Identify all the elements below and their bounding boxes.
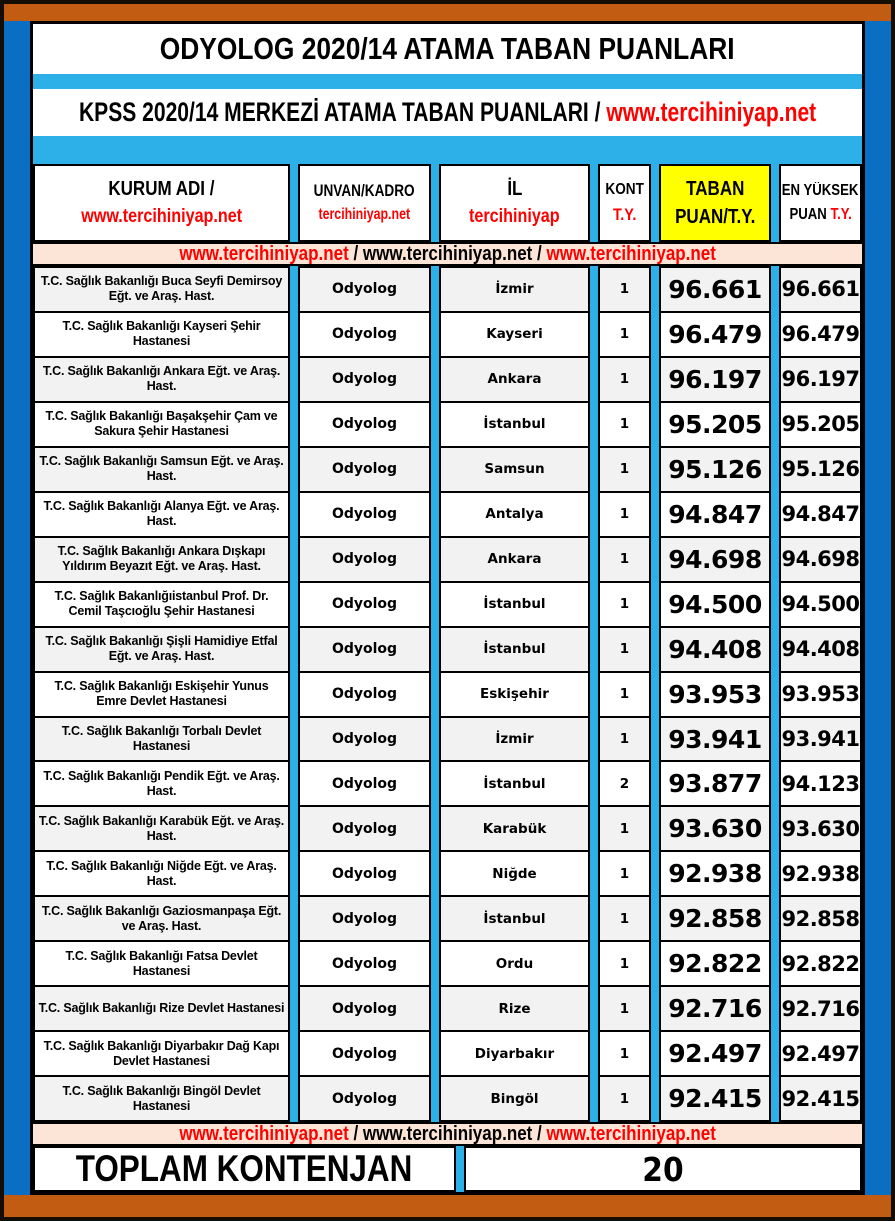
cell-kurum: T.C. Sağlık Bakanlığıistanbul Prof. Dr. Cemil Taşcıoğlu Şehir Hastanesi (35, 581, 288, 626)
cell-kurum: T.C. Sağlık Bakanlığı Niğde Eğt. ve Araş. Hast. (35, 850, 288, 895)
header-il (439, 164, 590, 242)
cell-unvan: Odyolog (300, 356, 429, 401)
cell-yuksek: 95.126 (781, 446, 860, 491)
cell-il: Samsun (441, 446, 588, 491)
header-kurum-url: www.tercihiniyap.net (81, 206, 242, 228)
cell-kont: 1 (600, 626, 649, 671)
cell-kurum: T.C. Sağlık Bakanlığı Gaziosmanpaşa Eğt. ve Araş. Hast. (35, 895, 288, 940)
cell-taban: 92.716 (661, 985, 769, 1030)
cell-il: İzmir (441, 716, 588, 761)
table-sheet (30, 21, 865, 1195)
cell-unvan: Odyolog (300, 1075, 429, 1120)
cell-il: Bingöl (441, 1075, 588, 1120)
subtitle-bar (33, 89, 862, 136)
cyan-divider-top (33, 74, 862, 89)
cell-unvan: Odyolog (300, 401, 429, 446)
cell-kont: 1 (600, 895, 649, 940)
cell-il: İstanbul (441, 760, 588, 805)
cell-yuksek: 94.408 (781, 626, 860, 671)
header-en-yuksek (779, 164, 862, 242)
banner-url-1: www.tercihiniyap.net (179, 243, 349, 265)
cell-taban: 92.858 (661, 895, 769, 940)
cell-yuksek: 93.630 (781, 805, 860, 850)
cell-unvan: Odyolog (300, 536, 429, 581)
cell-taban: 95.126 (661, 446, 769, 491)
cell-yuksek: 95.205 (781, 401, 860, 446)
cell-yuksek: 92.415 (781, 1075, 860, 1120)
banner-sep-1: / (348, 243, 363, 265)
cell-il: Rize (441, 985, 588, 1030)
cell-yuksek: 92.822 (781, 940, 860, 985)
header-kurum-adi (33, 164, 290, 242)
cell-kurum: T.C. Sağlık Bakanlığı Ankara Dışkapı Yıldırım Beyazıt Eğt. ve Araş. Hast. (35, 536, 288, 581)
column-taban (659, 266, 771, 1122)
cell-unvan: Odyolog (300, 671, 429, 716)
header-kont (598, 164, 651, 242)
banner-sep-2: / (532, 1123, 547, 1145)
cell-kurum: T.C. Sağlık Bakanlığı Rize Devlet Hastanesi (35, 985, 288, 1030)
column-yuksek (779, 266, 862, 1122)
header-yuksek-top: EN YÜKSEK (782, 182, 859, 200)
total-value: 20 (642, 1149, 684, 1189)
header-yuksek-puan: PUAN (789, 205, 831, 223)
cell-kurum: T.C. Sağlık Bakanlığı Pendik Eğt. ve Araş. Hast. (35, 760, 288, 805)
banner-url-1: www.tercihiniyap.net (179, 1123, 349, 1145)
banner-url-2: www.tercihiniyap.net (362, 1123, 533, 1145)
cell-taban: 93.877 (661, 760, 769, 805)
header-unvan-kadro (298, 164, 431, 242)
cell-kont: 1 (600, 268, 649, 311)
header-unvan-top: UNVAN/KADRO (314, 181, 415, 201)
cell-taban: 94.698 (661, 536, 769, 581)
cell-taban: 92.415 (661, 1075, 769, 1120)
header-kont-top: KONT (605, 181, 644, 199)
cell-taban: 93.630 (661, 805, 769, 850)
cell-unvan: Odyolog (300, 446, 429, 491)
column-il (439, 266, 590, 1122)
cell-yuksek: 92.716 (781, 985, 860, 1030)
cell-yuksek: 93.953 (781, 671, 860, 716)
cell-kont: 1 (600, 1075, 649, 1120)
cell-kont: 1 (600, 940, 649, 985)
cell-kurum: T.C. Sağlık Bakanlığı Torbalı Devlet Hastanesi (35, 716, 288, 761)
title-bar (33, 24, 862, 74)
cell-il: İzmir (441, 268, 588, 311)
subtitle-text: KPSS 2020/14 MERKEZİ ATAMA TABAN PUANLARI / (78, 97, 607, 127)
column-kont (598, 266, 651, 1122)
cell-kurum: T.C. Sağlık Bakanlığı Başakşehir Çam ve Sakura Şehir Hastanesi (35, 401, 288, 446)
header-unvan-url: tercihiniyap.net (318, 206, 411, 224)
cell-kont: 1 (600, 491, 649, 536)
cell-taban: 96.479 (661, 311, 769, 356)
banner-url-2: www.tercihiniyap.net (362, 243, 533, 265)
cell-il: Kayseri (441, 311, 588, 356)
cell-unvan: Odyolog (300, 311, 429, 356)
cell-taban: 95.205 (661, 401, 769, 446)
url-banner-top-text (179, 244, 716, 264)
header-taban-puan (659, 164, 771, 242)
cell-taban: 93.953 (661, 671, 769, 716)
cell-unvan: Odyolog (300, 716, 429, 761)
cell-taban: 92.938 (661, 850, 769, 895)
cell-kont: 2 (600, 760, 649, 805)
cell-kont: 1 (600, 805, 649, 850)
banner-sep-2: / (532, 243, 547, 265)
cell-il: İstanbul (441, 581, 588, 626)
cell-kont: 1 (600, 401, 649, 446)
cell-taban: 94.847 (661, 491, 769, 536)
cell-taban: 96.661 (661, 268, 769, 311)
header-kurum-top: KURUM ADI / (108, 178, 215, 201)
header-kont-ty: T.Y. (612, 204, 637, 224)
cell-il: Ankara (441, 356, 588, 401)
table-zone (33, 151, 862, 1192)
cell-yuksek: 96.197 (781, 356, 860, 401)
cell-kont: 1 (600, 985, 649, 1030)
cell-unvan: Odyolog (300, 1030, 429, 1075)
cell-yuksek: 93.941 (781, 716, 860, 761)
cell-kont: 1 (600, 356, 649, 401)
cell-yuksek: 92.938 (781, 850, 860, 895)
total-label-cell (33, 1146, 456, 1192)
cell-kurum: T.C. Sağlık Bakanlığı Eskişehir Yunus Emre Devlet Hastanesi (35, 671, 288, 716)
cell-unvan: Odyolog (300, 985, 429, 1030)
cell-taban: 94.500 (661, 581, 769, 626)
cell-yuksek: 96.479 (781, 311, 860, 356)
cyan-divider-mid (33, 136, 862, 151)
header-taban-top: TABAN (685, 177, 745, 200)
cell-kurum: T.C. Sağlık Bakanlığı Diyarbakır Dağ Kapı Devlet Hastanesi (35, 1030, 288, 1075)
cell-kurum: T.C. Sağlık Bakanlığı Alanya Eğt. ve Araş. Hast. (35, 491, 288, 536)
cell-unvan: Odyolog (300, 760, 429, 805)
cell-unvan: Odyolog (300, 850, 429, 895)
left-blue-border (4, 21, 30, 1195)
cell-taban: 93.941 (661, 716, 769, 761)
cell-il: İstanbul (441, 895, 588, 940)
cell-yuksek: 94.847 (781, 491, 860, 536)
cell-kurum: T.C. Sağlık Bakanlığı Kayseri Şehir Hastanesi (35, 311, 288, 356)
url-banner-bottom (33, 1122, 862, 1146)
column-unvan (298, 266, 431, 1122)
header-il-url: tercihiniyap (469, 206, 560, 228)
cell-kont: 1 (600, 1030, 649, 1075)
bottom-orange-bar (4, 1195, 891, 1217)
cell-taban: 92.497 (661, 1030, 769, 1075)
cell-il: Diyarbakır (441, 1030, 588, 1075)
cell-taban: 96.197 (661, 356, 769, 401)
column-kurum (33, 266, 290, 1122)
cell-il: Ordu (441, 940, 588, 985)
cell-il: İstanbul (441, 626, 588, 671)
cell-yuksek: 92.858 (781, 895, 860, 940)
cell-il: Antalya (441, 491, 588, 536)
cell-unvan: Odyolog (300, 581, 429, 626)
cell-kont: 1 (600, 671, 649, 716)
data-grid (33, 266, 862, 1122)
cell-taban: 92.822 (661, 940, 769, 985)
cell-il: Niğde (441, 850, 588, 895)
url-banner-bottom-text (179, 1124, 716, 1144)
cell-taban: 94.408 (661, 626, 769, 671)
total-label: TOPLAM KONTENJAN (76, 1148, 413, 1189)
url-banner-top (33, 242, 862, 266)
header-yuksek-bottom (789, 207, 851, 223)
subtitle (79, 97, 816, 128)
cell-unvan: Odyolog (300, 491, 429, 536)
banner-url-3: www.tercihiniyap.net (546, 1123, 716, 1145)
cell-kurum: T.C. Sağlık Bakanlığı Ankara Eğt. ve Araş. Hast. (35, 356, 288, 401)
subtitle-link: www.tercihiniyap.net (606, 97, 817, 127)
cell-unvan: Odyolog (300, 268, 429, 311)
cell-il: İstanbul (441, 401, 588, 446)
cell-kont: 1 (600, 850, 649, 895)
header-yuksek-ty: T.Y. (830, 205, 852, 223)
cell-kont: 1 (600, 716, 649, 761)
cell-kurum: T.C. Sağlık Bakanlığı Karabük Eğt. ve Araş. Hast. (35, 805, 288, 850)
cell-kont: 1 (600, 446, 649, 491)
cell-yuksek: 94.123 (781, 760, 860, 805)
cell-unvan: Odyolog (300, 805, 429, 850)
cell-yuksek: 94.698 (781, 536, 860, 581)
cell-il: Eskişehir (441, 671, 588, 716)
cell-unvan: Odyolog (300, 895, 429, 940)
cell-kont: 1 (600, 581, 649, 626)
page-title: ODYOLOG 2020/14 ATAMA TABAN PUANLARI (160, 31, 735, 66)
total-value-cell (464, 1146, 862, 1192)
cell-yuksek: 96.661 (781, 268, 860, 311)
banner-url-3: www.tercihiniyap.net (546, 243, 716, 265)
cell-kurum: T.C. Sağlık Bakanlığı Fatsa Devlet Hastanesi (35, 940, 288, 985)
cell-kurum: T.C. Sağlık Bakanlığı Buca Seyfi Demirsoy Eğt. ve Araş. Hast. (35, 268, 288, 311)
total-row (33, 1146, 862, 1192)
cell-il: Karabük (441, 805, 588, 850)
cell-unvan: Odyolog (300, 940, 429, 985)
cell-kurum: T.C. Sağlık Bakanlığı Şişli Hamidiye Etfal Eğt. ve Araş. Hast. (35, 626, 288, 671)
cell-kurum: T.C. Sağlık Bakanlığı Bingöl Devlet Hastanesi (35, 1075, 288, 1120)
banner-sep-1: / (348, 1123, 363, 1145)
right-blue-border (865, 21, 891, 1195)
cell-kont: 1 (600, 536, 649, 581)
cell-kont: 1 (600, 311, 649, 356)
middle-band (4, 21, 891, 1195)
cell-yuksek: 94.500 (781, 581, 860, 626)
cell-unvan: Odyolog (300, 626, 429, 671)
cell-il: Ankara (441, 536, 588, 581)
cell-kurum: T.C. Sağlık Bakanlığı Samsun Eğt. ve Araş. Hast. (35, 446, 288, 491)
top-orange-bar (4, 4, 891, 21)
cell-yuksek: 92.497 (781, 1030, 860, 1075)
table-header-row (33, 151, 862, 242)
header-il-top: İL (506, 178, 523, 201)
header-taban-bottom: PUAN/T.Y. (674, 205, 756, 228)
